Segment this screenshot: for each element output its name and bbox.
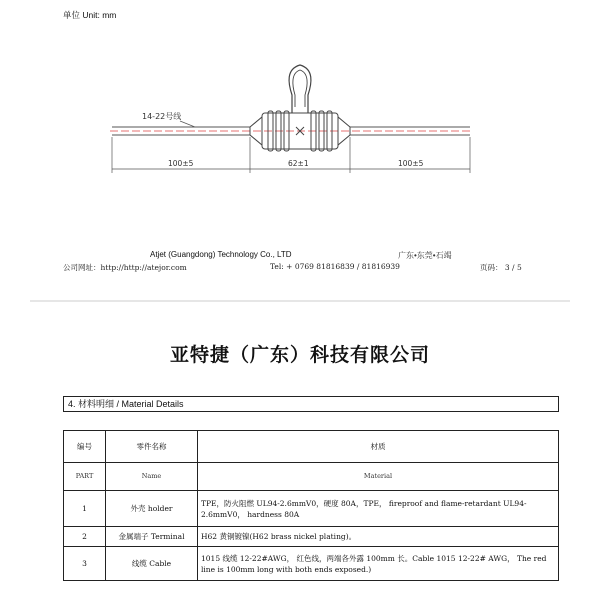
dim-right: 100±5	[398, 159, 424, 168]
table-row	[64, 527, 559, 547]
footer-website[interactable]: 公司网址：http://http://atejor.com	[63, 263, 187, 272]
dim-center: 62±1	[288, 159, 309, 168]
table-header-row	[64, 431, 559, 463]
page-divider	[30, 300, 570, 302]
table-subheader-row	[64, 463, 559, 491]
row-number: 3	[64, 547, 106, 581]
subheader-cell-part: PART	[64, 463, 106, 491]
cable-label-leader	[180, 121, 195, 127]
row-part-name: 外壳 holder	[106, 491, 198, 527]
header-cell-name: 零件名称	[106, 431, 198, 463]
row-number: 2	[64, 527, 106, 547]
row-material: H62 黄铜镀镍(H62 brass nickel plating)。	[198, 527, 559, 547]
table-row	[64, 547, 559, 581]
material-table	[63, 430, 559, 581]
footer-location: 广东•东莞•石竭	[398, 251, 452, 260]
footer-tel: Tel: + 0769 81816839 / 81816939	[270, 262, 400, 271]
row-part-name: 金属端子 Terminal	[106, 527, 198, 547]
section-header: 4. 材料明细 / Material Details	[63, 396, 559, 412]
handle-loop-inner	[293, 70, 307, 107]
table-row	[64, 491, 559, 527]
row-material: 1015 线缆 12-22#AWG， 红色线，两端各外露 100mm 长。Cable 1015 12-22# AWG， The red line is 100mm long with both ends exposed.)	[198, 547, 559, 581]
subheader-cell-name: Name	[106, 463, 198, 491]
header-cell-material: 材质	[198, 431, 559, 463]
row-number: 1	[64, 491, 106, 527]
fuse-holder-drawing	[100, 55, 500, 185]
cable-label: 14-22号线	[142, 112, 182, 121]
row-part-name: 线缆 Cable	[106, 547, 198, 581]
unit-label: 单位 Unit: mm	[63, 10, 117, 20]
footer-page-number: 页码： 3 / 5	[480, 263, 522, 272]
dim-left: 100±5	[168, 159, 194, 168]
footer-company: Atjet (Guangdong) Technology Co., LTD	[150, 250, 292, 259]
document-title: 亚特捷（广东）科技有限公司	[169, 345, 430, 366]
row-material: TPE，防火阻燃 UL94-2.6mmV0，硬度 80A，TPE， fireproof and flame-retardant UL94-2.6mmV0， hardness 80A	[198, 491, 559, 527]
handle-loop	[289, 65, 311, 113]
header-cell-no: 编号	[64, 431, 106, 463]
subheader-cell-material: Material	[198, 463, 559, 491]
